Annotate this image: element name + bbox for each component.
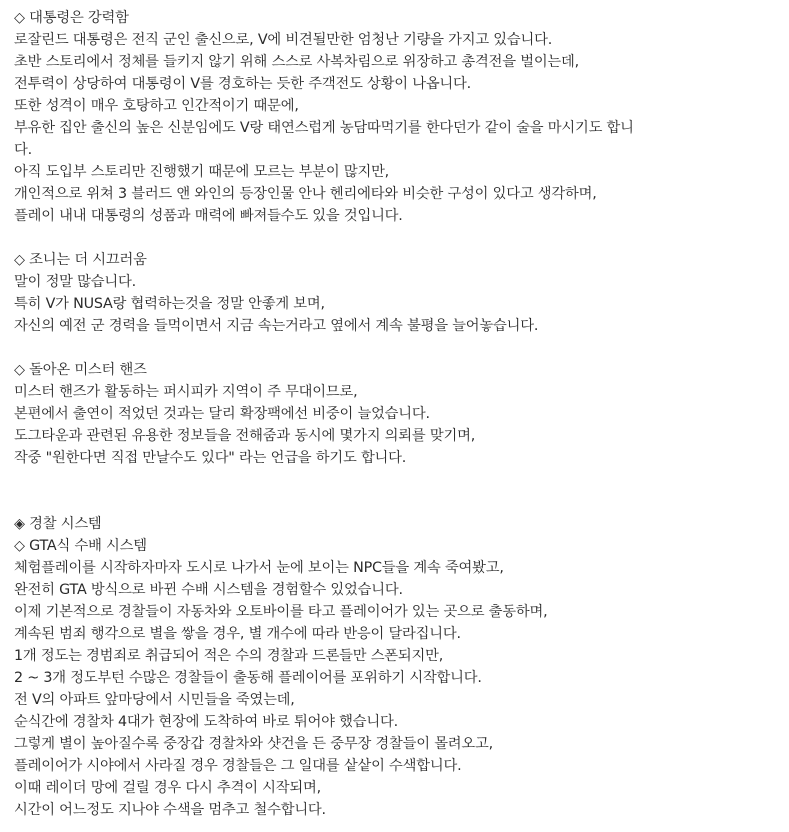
paragraph-line: 개인적으로 위쳐 3 블러드 앤 와인의 등장인물 안나 헨리에타와 비슷한 구성이 있다고 생각하며, xyxy=(14,186,597,202)
section-johnny xyxy=(14,249,782,337)
section-heading: ◇ GTA식 수배 시스템 xyxy=(14,538,147,554)
paragraph-line: 작중 "원한다면 직접 만날수도 있다" 라는 언급을 하기도 합니다. xyxy=(14,450,407,466)
paragraph-line: 순식간에 경찰차 4대가 현장에 도착하여 바로 튀어야 했습니다. xyxy=(14,714,398,730)
paragraph-line: 또한 성격이 매우 호탕하고 인간적이기 때문에, xyxy=(14,98,299,114)
paragraph-line: 초반 스토리에서 정체를 들키지 않기 위해 스스로 사복차림으로 위장하고 총격전을 벌이는데, xyxy=(14,54,579,70)
section-police-system xyxy=(14,513,782,821)
spacer xyxy=(14,469,782,491)
article-body xyxy=(14,7,782,821)
section-mr-hands xyxy=(14,359,782,469)
section-president xyxy=(14,7,782,227)
section-heading: ◇ 돌아온 미스터 핸즈 xyxy=(14,362,147,378)
spacer xyxy=(14,227,782,249)
paragraph-line: 자신의 예전 군 경력을 들먹이면서 지금 속는거라고 옆에서 계속 불평을 늘어놓습니다. xyxy=(14,318,539,334)
paragraph-line: 전투력이 상당하여 대통령이 V를 경호하는 듯한 주객전도 상황이 나옵니다. xyxy=(14,76,472,92)
paragraph-line: 말이 정말 많습니다. xyxy=(14,274,136,290)
paragraph-line: 부유한 집안 출신의 높은 신분임에도 V랑 태연스럽게 농담따먹기를 한다던가 같이 술을 마시기도 합니 xyxy=(14,120,634,136)
paragraph-line: 이제 기본적으로 경찰들이 자동차와 오토바이를 타고 플레이어가 있는 곳으로 출동하며, xyxy=(14,604,548,620)
paragraph-line: 완전히 GTA 방식으로 바뀐 수배 시스템을 경험할수 있었습니다. xyxy=(14,582,403,598)
paragraph-line: 본편에서 출연이 적었던 것과는 달리 확장팩에선 비중이 늘었습니다. xyxy=(14,406,430,422)
main-heading: ◈ 경찰 시스템 xyxy=(14,516,102,532)
paragraph-line: 이때 레이더 망에 걸릴 경우 다시 추격이 시작되며, xyxy=(14,780,321,796)
paragraph-line: 플레이 내내 대통령의 성품과 매력에 빠져들수도 있을 것입니다. xyxy=(14,208,403,224)
paragraph-line: 1개 정도는 경범죄로 취급되어 적은 수의 경찰과 드론들만 스폰되지만, xyxy=(14,648,444,664)
paragraph-line: 플레이어가 시야에서 사라질 경우 경찰들은 그 일대를 샅샅이 수색합니다. xyxy=(14,758,462,774)
paragraph-line: 로잘린드 대통령은 전직 군인 출신으로, V에 비견될만한 엄청난 기량을 가지고 있습니다. xyxy=(14,32,553,48)
section-heading: ◇ 조니는 더 시끄러움 xyxy=(14,252,147,268)
section-heading: ◇ 대통령은 강력함 xyxy=(14,10,129,26)
spacer xyxy=(14,491,782,513)
paragraph-line: 2 ~ 3개 정도부턴 수많은 경찰들이 출동해 플레이어를 포위하기 시작합니다. xyxy=(14,670,482,686)
paragraph-line: 계속된 범죄 행각으로 별을 쌓을 경우, 별 개수에 따라 반응이 달라집니다. xyxy=(14,626,461,642)
paragraph-line: 전 V의 아파트 앞마당에서 시민들을 죽였는데, xyxy=(14,692,295,708)
paragraph-line: 특히 V가 NUSA랑 협력하는것을 정말 안좋게 보며, xyxy=(14,296,325,312)
paragraph-line: 아직 도입부 스토리만 진행했기 때문에 모르는 부분이 많지만, xyxy=(14,164,390,180)
paragraph-line: 도그타운과 관련된 유용한 정보들을 전해줌과 동시에 몇가지 의뢰를 맞기며, xyxy=(14,428,476,444)
paragraph-line: 체험플레이를 시작하자마자 도시로 나가서 눈에 보이는 NPC들을 계속 죽여봤고, xyxy=(14,560,504,576)
paragraph-line: 다. xyxy=(14,142,32,158)
paragraph-line: 그렇게 별이 높아질수록 중장갑 경찰차와 샷건을 든 중무장 경찰들이 몰려오고, xyxy=(14,736,493,752)
paragraph-line: 미스터 핸즈가 활동하는 퍼시피카 지역이 주 무대이므로, xyxy=(14,384,358,400)
spacer xyxy=(14,337,782,359)
paragraph-line: 시간이 어느정도 지나야 수색을 멈추고 철수합니다. xyxy=(14,802,326,818)
